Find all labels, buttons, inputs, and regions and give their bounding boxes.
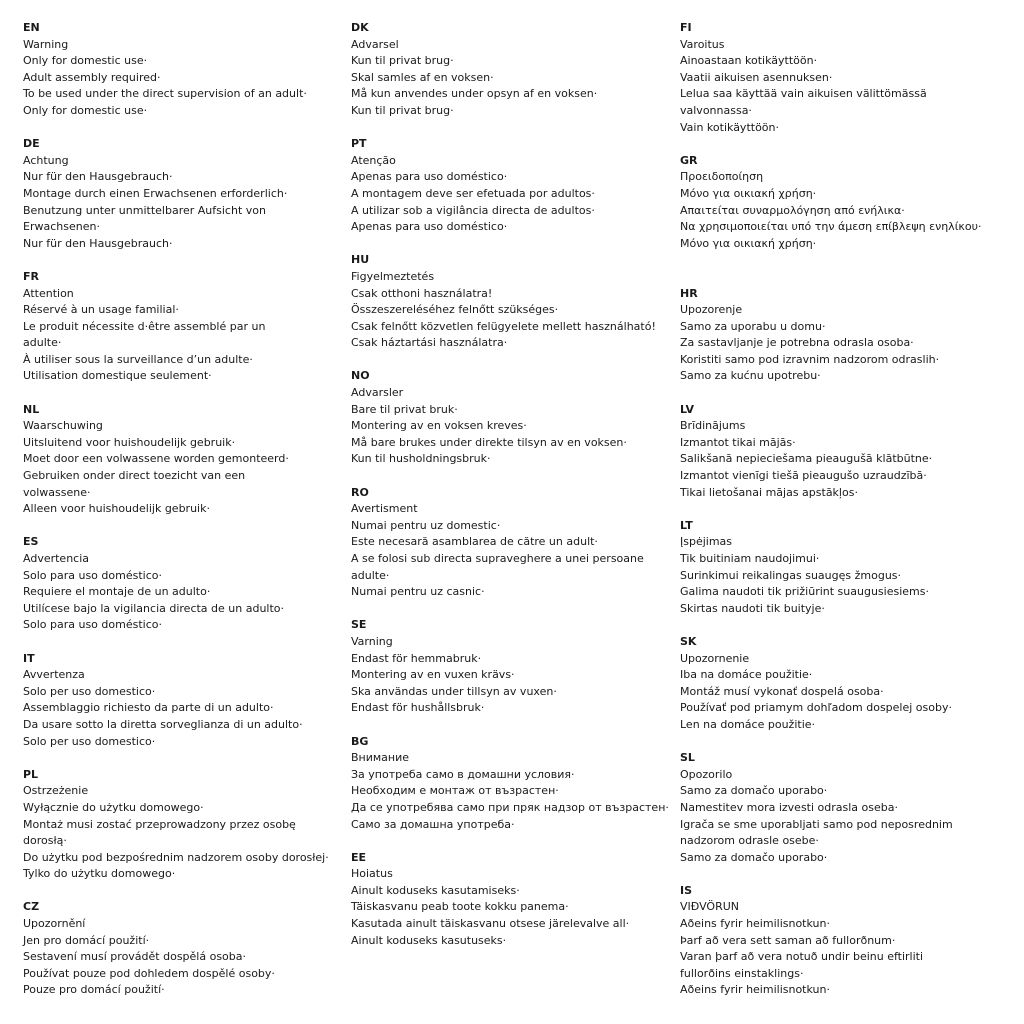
- warning-section-sl: [680, 750, 998, 866]
- column-3: [680, 20, 998, 1016]
- warning-heading: Upozornění: [23, 917, 86, 931]
- warning-section-sk: [680, 634, 998, 734]
- warning-line: Namestitev mora izvesti odrasla oseba·: [680, 800, 898, 814]
- warning-heading: Avvertenza: [23, 668, 85, 682]
- warning-heading: Ostrzeżenie: [23, 784, 89, 798]
- warning-line: Apenas para uso doméstico·: [351, 220, 508, 234]
- warning-line: Montering av en vuxen krävs·: [351, 668, 515, 682]
- warning-section-gr: [680, 153, 998, 253]
- language-code: BG: [351, 734, 369, 748]
- warning-heading: Προειδοποίηση: [680, 170, 764, 184]
- warning-line: Len na domáce použitie·: [680, 717, 816, 731]
- warning-line: Ainult koduseks kasutamiseks·: [351, 883, 520, 897]
- warning-line: Bare til privat bruk·: [351, 402, 458, 416]
- language-code: EN: [23, 21, 40, 34]
- warning-line: Kun til husholdningsbruk·: [351, 452, 491, 466]
- warning-heading: Hoiatus: [351, 867, 393, 881]
- warning-line: Kun til privat brug·: [351, 54, 454, 68]
- warning-line: Benutzung unter unmittelbarer Aufsicht von Erwachsenen·: [23, 203, 270, 234]
- warning-line: Csak háztartási használatra·: [351, 336, 508, 350]
- warning-line: Za sastavljanje je potrebna odrasla osoba·: [680, 336, 914, 350]
- language-code: PT: [351, 137, 367, 151]
- warning-line: Να χρησιμοποιείται υπό την άμεση επίβλεψη ενηλίκου·: [680, 220, 982, 234]
- warning-line: Μόνο για οικιακή χρήση·: [680, 236, 817, 250]
- language-code: EE: [351, 850, 367, 864]
- warning-line: Solo per uso domestico·: [23, 734, 156, 748]
- warning-line: Do użytku pod bezpośrednim nadzorem osoby dorosłej·: [23, 850, 329, 864]
- warning-line: Ska användas under tillsyn av vuxen·: [351, 684, 557, 698]
- warning-heading: Warning: [23, 37, 69, 51]
- warning-line: Utilícese bajo la vigilancia directa de un adulto·: [23, 601, 285, 615]
- warning-section-hu: [351, 252, 669, 352]
- warning-section-de: [23, 136, 341, 252]
- warning-line: fullorðins einstaklings·: [680, 966, 804, 980]
- language-code: PL: [23, 767, 39, 781]
- warning-section-dk: [351, 20, 669, 120]
- warning-line: Само за домашна употреба·: [351, 817, 515, 831]
- warning-line: A utilizar sob a vigilância directa de adultos·: [351, 203, 595, 217]
- warning-line: Csak felnőtt közvetlen felügyelete mellett használható!: [351, 319, 656, 333]
- warning-heading: Varning: [351, 634, 393, 648]
- warning-section-lt: [680, 518, 998, 618]
- warning-line: Surinkimui reikalingas suaugęs žmogus·: [680, 568, 902, 582]
- warning-section-bg: [351, 734, 669, 834]
- language-code: SE: [351, 618, 367, 632]
- warning-section-nl: [23, 402, 341, 518]
- warning-heading: Attention: [23, 286, 74, 300]
- warning-heading: Achtung: [23, 153, 69, 167]
- warning-heading: Upozornenie: [680, 651, 750, 665]
- warning-line: Le produit nécessite d·être assemblé par un: [23, 319, 266, 333]
- warning-line: Apenas para uso doméstico·: [351, 170, 508, 184]
- warning-heading: Įspėjimas: [680, 535, 733, 549]
- warning-line: Må bare brukes under direkte tilsyn av en voksen·: [351, 435, 627, 449]
- warning-line: Endast för hemmabruk·: [351, 651, 482, 665]
- warning-line: Må kun anvendes under opsyn af en voksen·: [351, 87, 598, 101]
- warning-line: Používat pouze pod dohledem dospělé osoby·: [23, 966, 275, 980]
- warning-line: Only for domestic use·: [23, 103, 148, 117]
- warning-heading: Figyelmeztetés: [351, 269, 435, 283]
- warning-line: Adult assembly required·: [23, 70, 161, 84]
- language-code: LV: [680, 402, 695, 416]
- warning-line: Aðeins fyrir heimilisnotkun·: [680, 917, 830, 931]
- column-1: [23, 20, 341, 1016]
- warning-heading: Atenção: [351, 153, 396, 167]
- warning-line: Kasutada ainult täiskasvanu otsese järelevalve all·: [351, 917, 630, 931]
- warning-line: Používať pod priamym dohľadom dospelej osoby·: [680, 701, 952, 715]
- language-code: ES: [23, 535, 39, 549]
- language-code: HR: [680, 286, 698, 300]
- warning-line: Endast för hushållsbruk·: [351, 701, 485, 715]
- language-code: DK: [351, 21, 369, 34]
- warning-section-pt: [351, 136, 669, 236]
- warning-line: Only for domestic use·: [23, 54, 148, 68]
- warning-line: Montáž musí vykonať dospelá osoba·: [680, 684, 884, 698]
- warning-line: Galima naudoti tik prižiūrint suaugusiesiems·: [680, 585, 929, 599]
- language-code: SL: [680, 751, 695, 765]
- language-code: NL: [23, 402, 40, 416]
- warning-line: Samo za kućnu upotrebu·: [680, 369, 821, 383]
- warning-line: Solo per uso domestico·: [23, 684, 156, 698]
- warning-line: Varan þarf að vera notuð undir beinu eftirliti: [680, 950, 924, 964]
- warning-line: Ainult koduseks kasutuseks·: [351, 933, 507, 947]
- language-code: RO: [351, 485, 369, 499]
- warning-section-pl: [23, 767, 341, 883]
- warning-section-no: [351, 368, 669, 468]
- warning-line: Salikšanā nepieciešama pieaugušā klātbūtne·: [680, 452, 933, 466]
- warning-heading: Avertisment: [351, 502, 418, 516]
- language-code: SK: [680, 634, 697, 648]
- warning-line: За употреба само в домашни условия·: [351, 767, 575, 781]
- warning-section-cz: [23, 899, 341, 999]
- language-code: FR: [23, 269, 39, 283]
- warning-line: Este necesară asamblarea de către un adult·: [351, 535, 598, 549]
- warning-section-hr: [680, 286, 998, 386]
- warning-line: Μόνο για οικιακή χρήση·: [680, 186, 817, 200]
- warning-line: To be used under the direct supervision of an adult·: [23, 87, 307, 101]
- warning-line: Csak otthoni használatra!: [351, 286, 493, 300]
- warning-line: Pouze pro domácí použití·: [23, 983, 165, 997]
- warning-heading: Brīdinājums: [680, 419, 746, 433]
- warning-line: Numai pentru uz casnic·: [351, 585, 485, 599]
- warning-line: Ainoastaan kotikäyttöön·: [680, 54, 818, 68]
- warning-line: Wyłącznie do użytku domowego·: [23, 800, 204, 814]
- warning-line: Täiskasvanu peab toote kokku panema·: [351, 900, 569, 914]
- warning-line: Assemblaggio richiesto da parte di un adulto·: [23, 701, 274, 715]
- warning-heading: Advarsel: [351, 37, 399, 51]
- language-code: FI: [680, 21, 692, 34]
- warning-heading: VIÐVÖRUN: [680, 900, 740, 914]
- warning-line: Tikai lietošanai mājas apstākļos·: [680, 485, 858, 499]
- warning-line: Réservé à un usage familial·: [23, 303, 179, 317]
- warning-line: Koristiti samo pod izravnim nadzorom odraslih·: [680, 352, 940, 366]
- language-code: GR: [680, 153, 698, 167]
- language-code: NO: [351, 369, 370, 383]
- warning-line: Необходим е монтаж от възрастен·: [351, 784, 559, 798]
- warning-line: adulte·: [23, 336, 62, 350]
- warning-section-it: [23, 651, 341, 751]
- warning-line: À utiliser sous la surveillance d’un adulte·: [23, 352, 253, 366]
- warning-section-fi: [680, 20, 998, 136]
- warning-line: Kun til privat brug·: [351, 103, 454, 117]
- column-2: [351, 20, 669, 966]
- warning-line: Montaż musi zostać przeprowadzony przez osobę dorosłą·: [23, 817, 300, 848]
- warning-line: Numai pentru uz domestic·: [351, 518, 501, 532]
- warning-line: Gebruiken onder direct toezicht van een: [23, 469, 246, 483]
- warning-line: Þarf að vera sett saman að fullorðnum·: [680, 933, 896, 947]
- warning-line: Alleen voor huishoudelijk gebruik·: [23, 502, 210, 516]
- warning-heading: Внимание: [351, 751, 410, 765]
- warning-line: Solo para uso doméstico·: [23, 618, 162, 632]
- warning-line: Da usare sotto la diretta sorveglianza di un adulto·: [23, 717, 303, 731]
- warning-line: Requiere el montaje de un adulto·: [23, 585, 211, 599]
- language-code: CZ: [23, 900, 40, 914]
- language-code: LT: [680, 518, 693, 532]
- warning-line: Moet door een volwassene worden gemonteerd·: [23, 452, 289, 466]
- warning-line: Izmantot tikai mājās·: [680, 435, 796, 449]
- warning-line: Montering av en voksen kreves·: [351, 419, 527, 433]
- warning-line: Vaatii aikuisen asennuksen·: [680, 70, 833, 84]
- warning-line: Solo para uso doméstico·: [23, 568, 162, 582]
- warning-line: Utilisation domestique seulement·: [23, 369, 212, 383]
- warning-section-fr: [23, 269, 341, 385]
- warning-line: volwassene·: [23, 485, 91, 499]
- warning-line: Sestavení musí provádět dospělá osoba·: [23, 950, 247, 964]
- warning-section-ee: [351, 850, 669, 950]
- warning-section-is: [680, 883, 998, 999]
- warning-line: Montage durch einen Erwachsenen erforderlich·: [23, 186, 288, 200]
- warning-heading: Advertencia: [23, 552, 90, 565]
- warning-section-es: [23, 534, 341, 634]
- warning-line: Lelua saa käyttää vain aikuisen välittömässä valvonnassa·: [680, 87, 931, 117]
- warning-line: Igrača se sme uporabljati samo pod neposrednim: [680, 817, 953, 831]
- warning-line: Nur für den Hausgebrauch·: [23, 236, 173, 250]
- warning-heading: Waarschuwing: [23, 419, 103, 433]
- warning-heading: Advarsler: [351, 386, 404, 400]
- warning-section-en: [23, 20, 341, 120]
- language-code: IT: [23, 651, 35, 665]
- warning-line: Skal samles af en voksen·: [351, 70, 494, 84]
- warning-line: Tik buitiniam naudojimui·: [680, 552, 820, 565]
- warning-line: nadzorom odrasle osebe·: [680, 834, 819, 848]
- warning-line: Да се употребява само при пряк надзор от възрастен·: [351, 800, 669, 814]
- warning-line: Samo za uporabu u domu·: [680, 319, 826, 333]
- warning-line: Samo za domačo uporabo·: [680, 784, 828, 798]
- warning-heading: Opozorilo: [680, 767, 733, 781]
- warning-line: A montagem deve ser efetuada por adultos·: [351, 186, 595, 200]
- warning-line: Απαιτείται συναρμολόγηση από ενήλικα·: [680, 203, 905, 217]
- language-code: IS: [680, 883, 693, 897]
- warning-section-ro: [351, 485, 669, 601]
- warning-section-se: [351, 617, 669, 717]
- language-code: DE: [23, 137, 40, 151]
- warning-line: Összeszereléséhez felnőtt szükséges·: [351, 303, 559, 317]
- warning-line: Aðeins fyrir heimilisnotkun·: [680, 983, 830, 997]
- language-code: HU: [351, 253, 370, 267]
- warning-line: Vain kotikäyttöön·: [680, 120, 779, 134]
- warning-line: Nur für den Hausgebrauch·: [23, 170, 173, 184]
- warning-heading: Varoitus: [680, 37, 725, 51]
- warning-line: Samo za domačo uporabo·: [680, 850, 828, 864]
- warning-section-lv: [680, 402, 998, 502]
- warning-heading: Upozorenje: [680, 303, 743, 317]
- warning-line: Izmantot vienīgi tiešā pieaugušo uzraudzībā·: [680, 469, 927, 483]
- warning-line: Skirtas naudoti tik buityje·: [680, 601, 825, 615]
- warning-line: Tylko do użytku domowego·: [23, 867, 176, 881]
- warning-line: Uitsluitend voor huishoudelijk gebruik·: [23, 435, 236, 449]
- warning-line: Jen pro domácí použití·: [23, 933, 150, 947]
- warning-line: A se folosi sub directa supraveghere a unei persoane adulte·: [351, 552, 648, 582]
- warning-line: Iba na domáce použitie·: [680, 668, 813, 682]
